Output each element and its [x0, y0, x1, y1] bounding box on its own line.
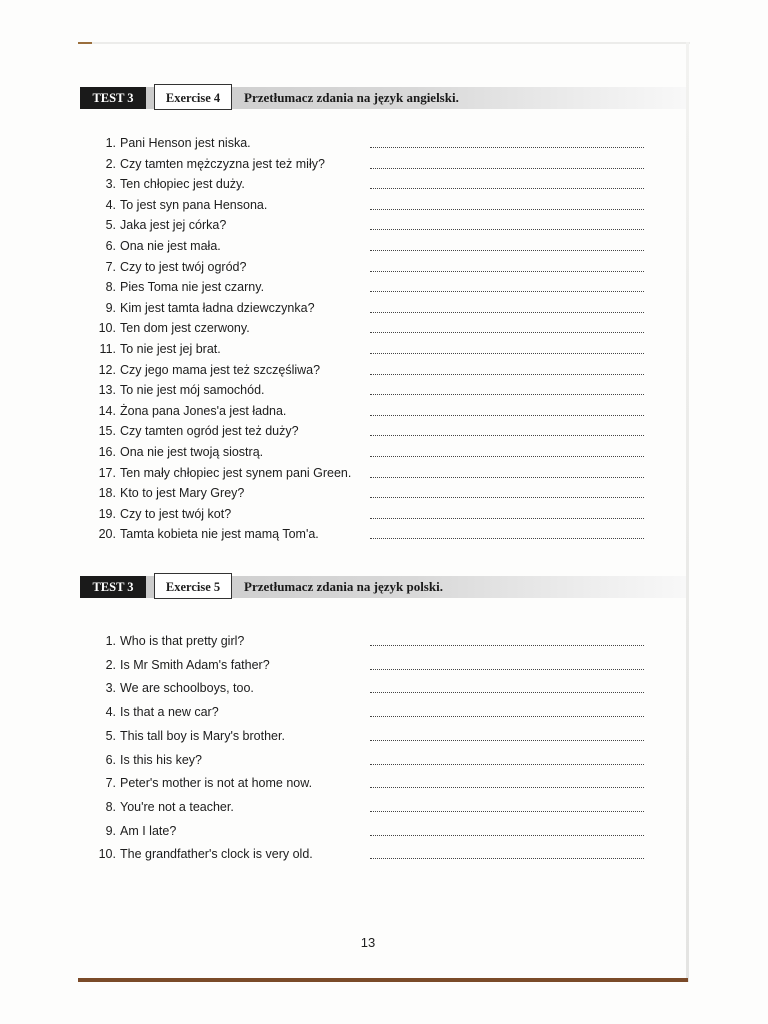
item-sentence: Czy jego mama jest też szczęśliwa?	[120, 362, 321, 377]
item-sentence: To nie jest mój samochód.	[120, 383, 265, 398]
item-sentence: Is this his key?	[120, 752, 202, 767]
item-sentence: Jaka jest jej córka?	[120, 218, 227, 233]
list-item	[92, 443, 652, 461]
item-sentence: Is Mr Smith Adam's father?	[120, 657, 270, 672]
answer-line	[370, 456, 644, 457]
list-item	[92, 679, 652, 697]
item-number: 13.	[98, 383, 116, 398]
answer-line	[370, 147, 644, 148]
answer-line	[370, 518, 644, 519]
list-item	[92, 155, 652, 173]
exercise-label: Exercise 4	[154, 84, 232, 110]
item-number: 6.	[105, 752, 116, 767]
item-number: 15.	[98, 424, 116, 439]
item-number: 6.	[105, 239, 116, 253]
item-number: 8.	[105, 799, 116, 814]
list-item	[92, 278, 652, 296]
list-item	[92, 381, 652, 399]
item-sentence: Ona nie jest mała.	[120, 239, 221, 253]
item-number: 1.	[105, 634, 116, 648]
page-edge-top	[78, 42, 690, 44]
item-sentence: Ona nie jest twoją siostrą.	[120, 445, 264, 459]
item-sentence: Kim jest tamta ładna dziewczynka?	[120, 300, 315, 315]
list-item	[92, 525, 652, 543]
item-sentence: Czy to jest twój ogród?	[120, 259, 247, 274]
item-sentence: Ten mały chłopiec jest synem pani Green.	[120, 465, 352, 480]
answer-line	[370, 353, 644, 354]
exercise-4-header	[80, 84, 686, 112]
item-number: 4.	[105, 705, 116, 720]
item-sentence: Peter's mother is not at home now.	[120, 776, 313, 791]
answer-line	[370, 764, 644, 765]
exercise-label: Exercise 5	[154, 573, 232, 599]
item-sentence: The grandfather's clock is very old.	[120, 847, 313, 862]
answer-line	[370, 645, 644, 646]
item-sentence: Ten chłopiec jest duży.	[120, 177, 245, 192]
answer-line	[370, 374, 644, 375]
item-sentence: To nie jest jej brat.	[120, 342, 221, 356]
item-number: 4.	[105, 197, 116, 212]
list-item	[92, 751, 652, 769]
answer-line	[370, 497, 644, 498]
item-number: 9.	[105, 300, 116, 315]
exercise-5-header	[80, 573, 686, 601]
item-number: 19.	[98, 506, 116, 521]
answer-line	[370, 209, 644, 210]
item-number: 5.	[105, 218, 116, 233]
answer-line	[370, 477, 644, 478]
list-item	[92, 798, 652, 816]
page-edge-bottom	[78, 978, 688, 982]
item-number: 20.	[98, 527, 116, 542]
list-item	[92, 216, 652, 234]
item-number: 11.	[99, 342, 116, 356]
list-item	[92, 422, 652, 440]
answer-line	[370, 669, 644, 670]
list-item	[92, 727, 652, 745]
item-sentence: Who is that pretty girl?	[120, 634, 245, 648]
answer-line	[370, 538, 644, 539]
item-number: 3.	[105, 177, 116, 192]
item-number: 16.	[98, 445, 116, 459]
item-number: 2.	[105, 657, 116, 672]
list-item	[92, 774, 652, 792]
answer-line	[370, 835, 644, 836]
answer-line	[370, 250, 644, 251]
answer-line	[370, 811, 644, 812]
list-item	[92, 656, 652, 674]
item-number: 9.	[105, 823, 116, 838]
item-number: 14.	[98, 403, 116, 418]
test-label: TEST 3	[80, 576, 146, 598]
answer-line	[370, 858, 644, 859]
item-number: 10.	[98, 847, 116, 862]
answer-line	[370, 271, 644, 272]
list-item	[92, 196, 652, 214]
answer-line	[370, 291, 644, 292]
list-item	[92, 484, 652, 502]
list-item	[92, 822, 652, 840]
answer-line	[370, 168, 644, 169]
page-edge-right	[686, 42, 689, 982]
list-item	[92, 402, 652, 420]
list-item	[92, 319, 652, 337]
list-item	[92, 632, 652, 650]
answer-line	[370, 415, 644, 416]
list-item	[92, 258, 652, 276]
answer-line	[370, 229, 644, 230]
item-sentence: Pani Henson jest niska.	[120, 136, 251, 150]
list-item	[92, 175, 652, 193]
item-sentence: Pies Toma nie jest czarny.	[120, 280, 265, 295]
item-sentence: Ten dom jest czerwony.	[120, 321, 250, 336]
item-sentence: Kto to jest Mary Grey?	[120, 486, 245, 501]
item-sentence: This tall boy is Mary's brother.	[120, 728, 285, 743]
answer-line	[370, 740, 644, 741]
answer-line	[370, 787, 644, 788]
item-number: 2.	[105, 156, 116, 171]
item-number: 7.	[105, 259, 116, 274]
item-number: 12.	[98, 362, 116, 377]
item-sentence: Am I late?	[120, 823, 177, 838]
item-sentence: To jest syn pana Hensona.	[120, 197, 268, 212]
answer-line	[370, 394, 644, 395]
item-number: 18.	[98, 486, 116, 501]
list-item	[92, 134, 652, 152]
item-sentence: We are schoolboys, too.	[120, 681, 254, 696]
list-item	[92, 340, 652, 358]
list-item	[92, 703, 652, 721]
item-number: 17.	[98, 465, 116, 480]
item-sentence: Czy tamten mężczyzna jest też miły?	[120, 156, 325, 171]
list-item	[92, 845, 652, 863]
test-label: TEST 3	[80, 87, 146, 109]
item-sentence: Żona pana Jones'a jest ładna.	[120, 403, 287, 418]
answer-line	[370, 332, 644, 333]
item-number: 5.	[105, 728, 116, 743]
list-item	[92, 505, 652, 523]
item-sentence: Tamta kobieta nie jest mamą Tom'a.	[120, 527, 319, 542]
item-number: 10.	[98, 321, 116, 336]
answer-line	[370, 312, 644, 313]
item-sentence: Is that a new car?	[120, 705, 219, 720]
item-number: 8.	[105, 280, 116, 295]
answer-line	[370, 716, 644, 717]
answer-line	[370, 692, 644, 693]
item-number: 3.	[105, 681, 116, 696]
page-number: 13	[360, 935, 376, 950]
item-sentence: You're not a teacher.	[120, 799, 234, 814]
item-number: 1.	[105, 136, 116, 150]
item-sentence: Czy to jest twój kot?	[120, 506, 232, 521]
list-item	[92, 361, 652, 379]
answer-line	[370, 435, 644, 436]
answer-line	[370, 188, 644, 189]
exercise-instruction: Przetłumacz zdania na język angielski.	[244, 90, 459, 105]
item-sentence: Czy tamten ogród jest też duży?	[120, 424, 299, 439]
exercise-instruction: Przetłumacz zdania na język polski.	[244, 579, 443, 594]
list-item	[92, 299, 652, 317]
item-number: 7.	[105, 776, 116, 791]
list-item	[92, 464, 652, 482]
list-item	[92, 237, 652, 255]
